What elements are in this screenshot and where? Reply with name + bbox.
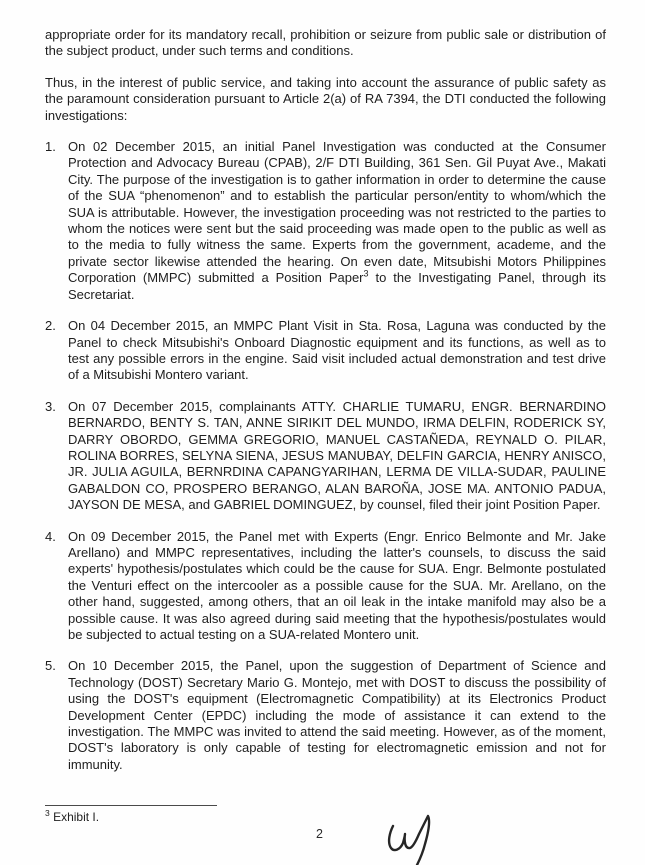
list-item-text: On 07 December 2015, complainants ATTY. CHARLIE TUMARU, ENGR. BERNARDINO BERNARDO, BENTY S. TAN, ANNE SIRIKIT DEL MUNDO, IRMA DELFIN, RODERICK SY, DARRY OBORDO, GEMMA GREGORIO, MANUEL CASTAÑEDA, REYNALD O. PILAR, ROLINA BORRES, SELYNA SIENA, JESUS MANUBAY, DELFIN GARCIA, HENRY ANISCO, JR. JULIA AGUILA, BERNRDINA CAPANGYARIHAN, LERMA DE VILLA-SUDAR, PAULINE GABALDON CO, PROSPERO BERANGO, ALAN BAROÑA, JOSE MA. ANTONIO PADUA, JAYSON DE MESA, and GABRIEL DOMINGUEZ, by counsel, filed their joint Position Paper.	[68, 398, 606, 513]
list-item-5	[45, 658, 606, 773]
list-item-text: On 10 December 2015, the Panel, upon the suggestion of Department of Science and Technology (DOST) Secretary Mario G. Montejo, met with DOST to discuss the possibility of using the DOST's equipment (Electromagnetic Compatibility) at its Electronics Product Development Center (EPDC) including the mode of assistance it can extend to the investigation. The MMPC was invited to attend the said meeting. However, as of the moment, DOST's laboratory is only capable of testing for electromagnetic emission and not for immunity.	[68, 658, 606, 772]
handwritten-initial-mark	[379, 808, 441, 865]
intro-paragraph-1: appropriate order for its mandatory recall, prohibition or seizure from public sale or distribution of the subject product, under such terms and conditions.	[45, 27, 606, 59]
list-item-text: On 09 December 2015, the Panel met with Experts (Engr. Enrico Belmonte and Mr. Jake Arellano) and MMPC representatives, including the latter's counsels, to discuss the said experts' hypothesis/postulates which could be the cause for SUA. Engr. Belmonte postulated the Venturi effect on the intercooler as a possible cause for the SUA. Mr. Arellano, on the other hand, suggested, among others, that an oil leak in the intake manifold may also be a possible cause. It was also agreed during said meeting that the hypothesis/postulates would be subjected to actual testing on a SUA-related Montero unit.	[68, 528, 606, 642]
intro-paragraph-2: Thus, in the interest of public service, and taking into account the assurance of public safety as the paramount consideration pursuant to Article 2(a) of RA 7394, the DTI conducted the following investigations:	[45, 74, 606, 123]
page-number: 2	[316, 827, 323, 841]
list-item-number: 5.	[45, 658, 56, 674]
list-item-2	[45, 318, 606, 384]
list-item-number: 2.	[45, 318, 56, 334]
footnote	[45, 810, 99, 824]
list-item-number: 4.	[45, 528, 56, 544]
footnote-marker: 3	[45, 808, 50, 818]
list-item-number: 1.	[45, 139, 56, 155]
list-item-number: 3.	[45, 398, 56, 414]
footnote-reference: 3	[363, 268, 369, 279]
list-item-1	[45, 139, 606, 303]
list-item-4	[45, 529, 606, 644]
list-item-text	[68, 139, 606, 303]
list-item-text-segment: On 02 December 2015, an initial Panel Investigation was conducted at the Consumer Protection and Advocacy Bureau (CPAB), 2/F DTI Building, 361 Sen. Gil Puyat Ave., Makati City. The purpose of the investigation is to gather information in order to determine the cause of the SUA “phenomenon” and to establish the particular person/entity to whom/which the SUA is attributable. However, the investigation proceeding was not restricted to the parties to whom the notices were sent but the said proceeding was made open to the public as well as to the media to fully witness the same. Experts from the government, academe, and the private sector likewise attended the hearing. On even date, Mitsubishi Motors Philippines Corporation (MMPC) submitted a Position Paper	[68, 139, 606, 286]
footnote-divider	[45, 805, 217, 806]
list-item-text-segment: to the Investigating Panel, through its Secretariat.	[68, 270, 607, 302]
footnote-text: Exhibit I.	[53, 810, 100, 824]
document-body	[45, 27, 606, 788]
list-item-3	[45, 399, 606, 514]
list-item-text: On 04 December 2015, an MMPC Plant Visit in Sta. Rosa, Laguna was conducted by the Panel to check Mitsubishi's Onboard Diagnostic equipment and its functions, as well as to test any possible errors in the engine. Said visit included actual demonstration and test drive of a Mitsubishi Montero variant.	[68, 318, 606, 383]
